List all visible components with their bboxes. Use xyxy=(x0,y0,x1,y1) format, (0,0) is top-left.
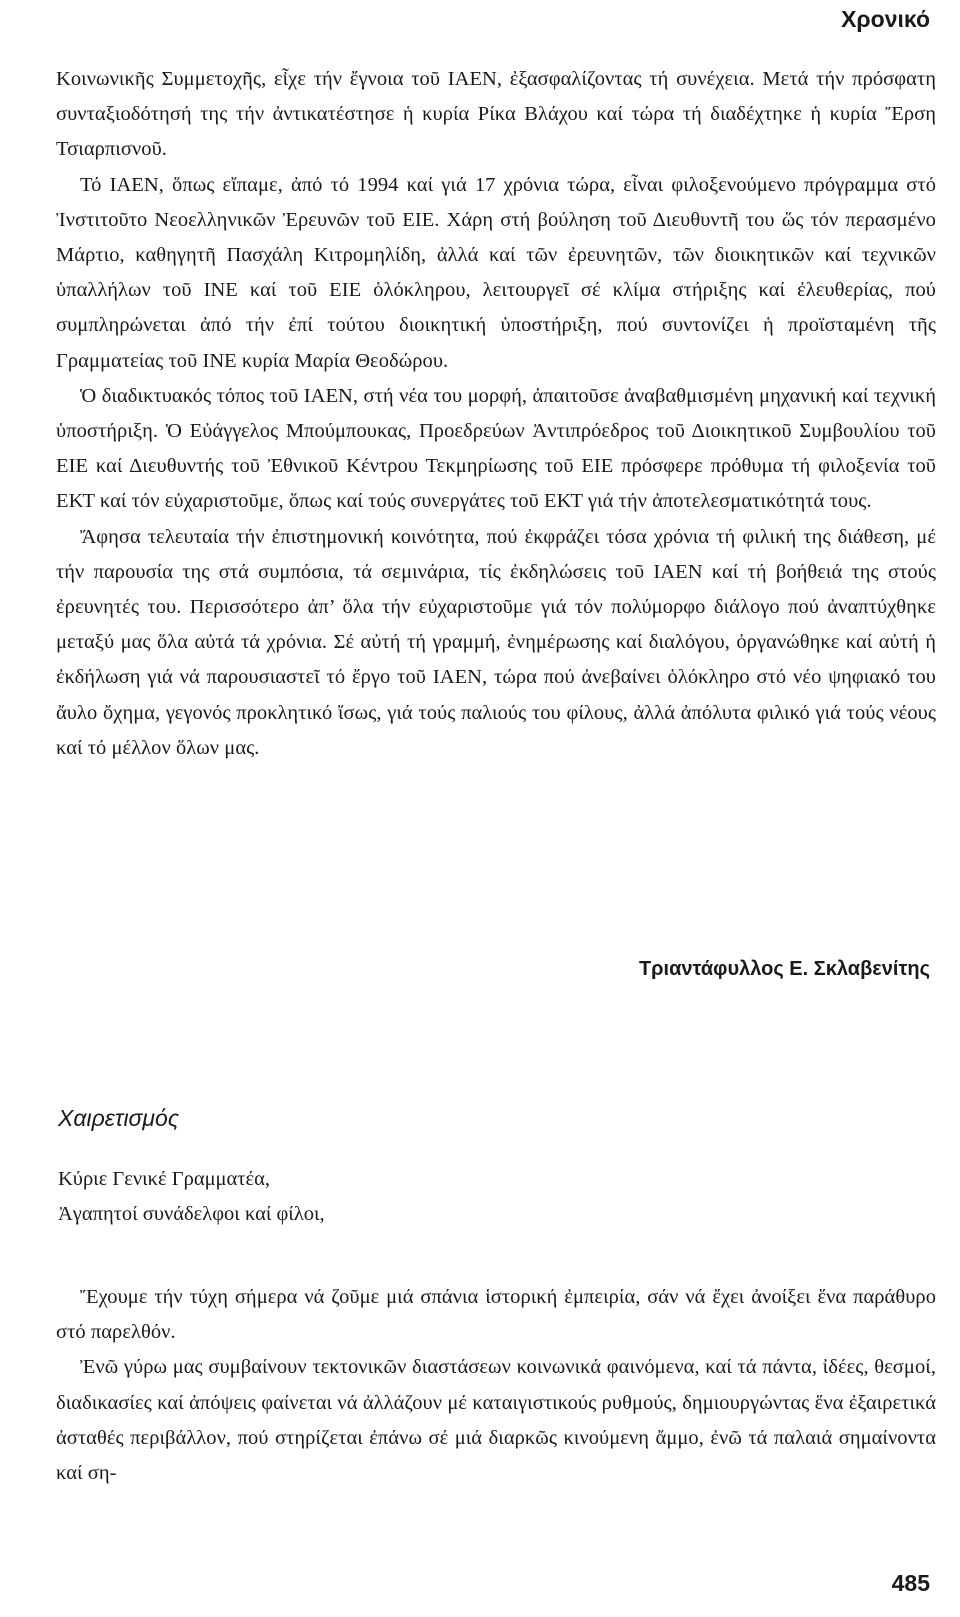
chronicle-text xyxy=(56,62,936,766)
paragraph: Ἐνῶ γύρω μας συμβαίνουν τεκτονικῶν διαστάσεων κοινωνικά φαινόμενα, καί τά πάντα, ἰδέες, θεσμοί, διαδικασίες καί ἀπόψεις φαίνεται νά ἀλλάζουν μέ καταιγιστικούς ρυθμούς, δημιουργώντας ἕνα ἐξαιρετικά ἀσταθές περιβάλλον, πού στηρίζεται ἐπάνω σέ μιά διαρκῶς κινούμενη ἄμμο, ἐνῶ τά παλαιά σημαίνοντα καί ση- xyxy=(56,1356,936,1485)
paragraph: Κοινωνικῆς Συμμετοχῆς, εἶχε τήν ἔγνοια τοῦ ΙΑΕΝ, ἐξασφαλίζοντας τή συνέχεια. Μετά τήν πρόσφατη συνταξιοδότησή της τήν ἀντικατέστησε ἡ κυρία Ρίκα Βλάχου καί τώρα τή διαδέχτηκε ἡ κυρία Ἔρση Τσιαρπισνοῦ. xyxy=(56,68,936,161)
salutation-line: Ἀγαπητοί συνάδελφοι καί φίλοι, xyxy=(58,1203,325,1226)
greeting-text xyxy=(56,1280,936,1491)
paragraph: Ἄφησα τελευταία τήν ἐπιστημονική κοινότητα, πού ἐκφράζει τόσα χρόνια τή φιλική της διάθεση, μέ τήν παρουσία της στά συμπόσια, τά σεμινάρια, τίς ἐκδηλώσεις τοῦ ΙΑΕΝ καί τή βοήθειά της στούς ἐρευνητές του. Περισσότερο ἀπ’ ὅλα τήν εὐχαριστοῦμε γιά τόν πολύμορφο διάλογο πού ἀναπτύχθηκε μεταξύ μας ὅλα αὐτά τά χρόνια. Σέ αὐτή τή γραμμή, ἐνημέρωσης καί διαλόγου, ὀργανώθηκε καί αὐτή ἡ ἐκδήλωση γιά νά παρουσιαστεῖ τό ἔργο τοῦ ΙΑΕΝ, τώρα πού ἀνεβαίνει ὁλόκληρο στό νέο ψηφιακό του ἄυλο ὄχημα, γεγονός προκλητικό ἴσως, γιά τούς παλιούς του φίλους, ἀλλά ἀπόλυτα φιλικό γιά τούς νέους καί τό μέλλον ὅλων μας. xyxy=(56,525,936,759)
salutation xyxy=(58,1162,938,1232)
section-title: Χαιρετισμός xyxy=(58,1105,180,1131)
running-head: Χρονικό xyxy=(841,6,930,32)
author-signature: Τριαντάφυλλος Ε. Σκλαβενίτης xyxy=(638,958,930,980)
salutation-line: Κύριε Γενικέ Γραμματέα, xyxy=(58,1168,270,1190)
paragraph: Τό ΙΑΕΝ, ὅπως εἴπαμε, ἀπό τό 1994 καί γιά 17 χρόνια τώρα, εἶναι φιλοξενούμενο πρόγραμμα στό Ἰνστιτοῦτο Νεοελληνικῶν Ἐρευνῶν τοῦ ΕΙΕ. Χάρη στή βούληση τοῦ Διευθυντῆ του ὥς τόν περασμένο Μάρτιο, καθηγητῆ Πασχάλη Κιτρομηλίδη, ἀλλά καί τῶν ἐρευνητῶν, τῶν διοικητικῶν καί τεχνικῶν ὑπαλλήλων τοῦ ΙΝΕ καί τοῦ ΕΙΕ ὁλόκληρου, λειτουργεῖ σέ κλίμα στήριξης καί ἐλευθερίας, πού συμπληρώνεται ἀπό τήν ἐπί τούτου διοικητική ὑποστήριξη, πού συντονίζει ἡ προϊσταμένη τῆς Γραμματείας τοῦ ΙΝΕ κυρία Μαρία Θεοδώρου. xyxy=(56,173,936,372)
paragraph: Ἔχουμε τήν τύχη σήμερα νά ζοῦμε μιά σπάνια ἱστορική ἐμπειρία, σάν νά ἔχει ἀνοίξει ἕνα παράθυρο στό παρελθόν. xyxy=(56,1286,936,1344)
page-number: 485 xyxy=(891,1570,930,1596)
paragraph: Ὁ διαδικτυακός τόπος τοῦ ΙΑΕΝ, στή νέα του μορφή, ἀπαιτοῦσε ἀναβαθμισμένη μηχανική καί τεχνική ὑποστήριξη. Ὁ Εὐάγγελος Μπούμπουκας, Προεδρεύων Ἀντιπρόεδρος τοῦ Διοικητικοῦ Συμβουλίου τοῦ ΕΙΕ καί Διευθυντής τοῦ Ἐθνικοῦ Κέντρου Τεκμηρίωσης τοῦ ΕΙΕ πρόσφερε πρόθυμα τή φιλοξενία τοῦ ΕΚΤ καί τόν εὐχαριστοῦμε, ὅπως καί τούς συνεργάτες τοῦ ΕΚΤ γιά τήν ἀποτελεσματικότητά τους. xyxy=(56,384,936,513)
